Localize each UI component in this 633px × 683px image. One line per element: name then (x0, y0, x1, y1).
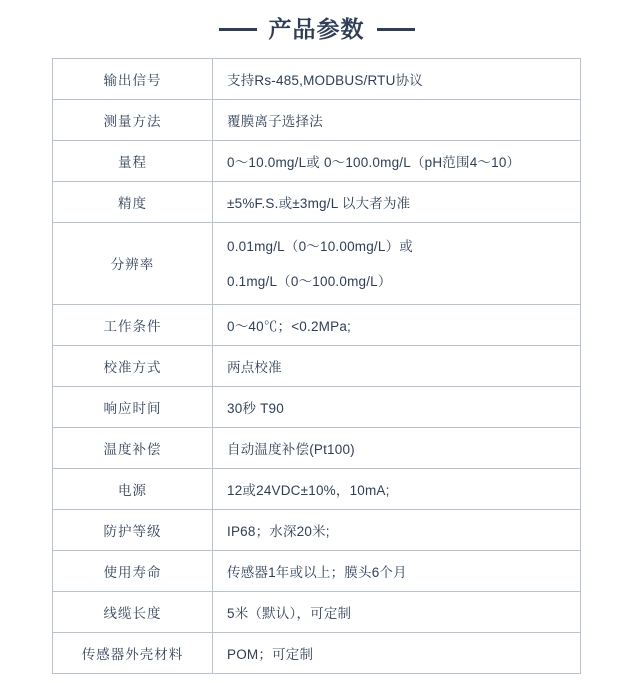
page-title-row (0, 0, 633, 58)
spec-label: 输出信号 (53, 58, 213, 99)
spec-label: 电源 (53, 468, 213, 509)
spec-label: 响应时间 (53, 386, 213, 427)
title-rule-right (377, 28, 415, 31)
spec-label: 工作条件 (53, 304, 213, 345)
spec-value-line-1: 0.01mg/L（0～10.00mg/L）或 (227, 238, 413, 254)
spec-value: 30秒 T90 (213, 386, 581, 427)
spec-label: 量程 (53, 140, 213, 181)
spec-label: 传感器外壳材料 (53, 632, 213, 673)
spec-label: 测量方法 (53, 99, 213, 140)
table-row (53, 427, 581, 468)
spec-value: 5米（默认），可定制 (213, 591, 581, 632)
table-row (53, 509, 581, 550)
spec-table-wrapper (0, 58, 633, 674)
table-row (53, 632, 581, 673)
spec-value: 0～40℃；<0.2MPa; (213, 304, 581, 345)
spec-label: 分辨率 (53, 222, 213, 304)
table-row (53, 550, 581, 591)
table-row (53, 304, 581, 345)
table-row (53, 386, 581, 427)
table-row (53, 591, 581, 632)
table-row (53, 222, 581, 304)
spec-label: 温度补偿 (53, 427, 213, 468)
spec-value: 覆膜离子选择法 (213, 99, 581, 140)
table-row (53, 345, 581, 386)
spec-value: POM；可定制 (213, 632, 581, 673)
table-row (53, 99, 581, 140)
table-row (53, 140, 581, 181)
title-rule-left (219, 28, 257, 31)
table-row (53, 181, 581, 222)
spec-value: 0～10.0mg/L或 0～100.0mg/L（pH范围4～10） (213, 140, 581, 181)
spec-value: 两点校准 (213, 345, 581, 386)
spec-value: 自动温度补偿(Pt100) (213, 427, 581, 468)
spec-value: 传感器1年或以上；膜头6个月 (213, 550, 581, 591)
spec-value: 支持Rs-485,MODBUS/RTU协议 (213, 58, 581, 99)
spec-value: ±5%F.S.或±3mg/L 以大者为准 (213, 181, 581, 222)
spec-value: IP68；水深20米; (213, 509, 581, 550)
spec-label: 精度 (53, 181, 213, 222)
spec-label: 校准方式 (53, 345, 213, 386)
spec-value-line-2: 0.1mg/L（0～100.0mg/L） (227, 273, 392, 289)
table-row (53, 58, 581, 99)
spec-label: 使用寿命 (53, 550, 213, 591)
spec-value: 12或24VDC±10%，10mA; (213, 468, 581, 509)
spec-label: 防护等级 (53, 509, 213, 550)
page-title: 产品参数 (268, 16, 365, 42)
table-row (53, 468, 581, 509)
spec-label: 线缆长度 (53, 591, 213, 632)
spec-table (52, 58, 581, 674)
spec-value (213, 222, 581, 304)
